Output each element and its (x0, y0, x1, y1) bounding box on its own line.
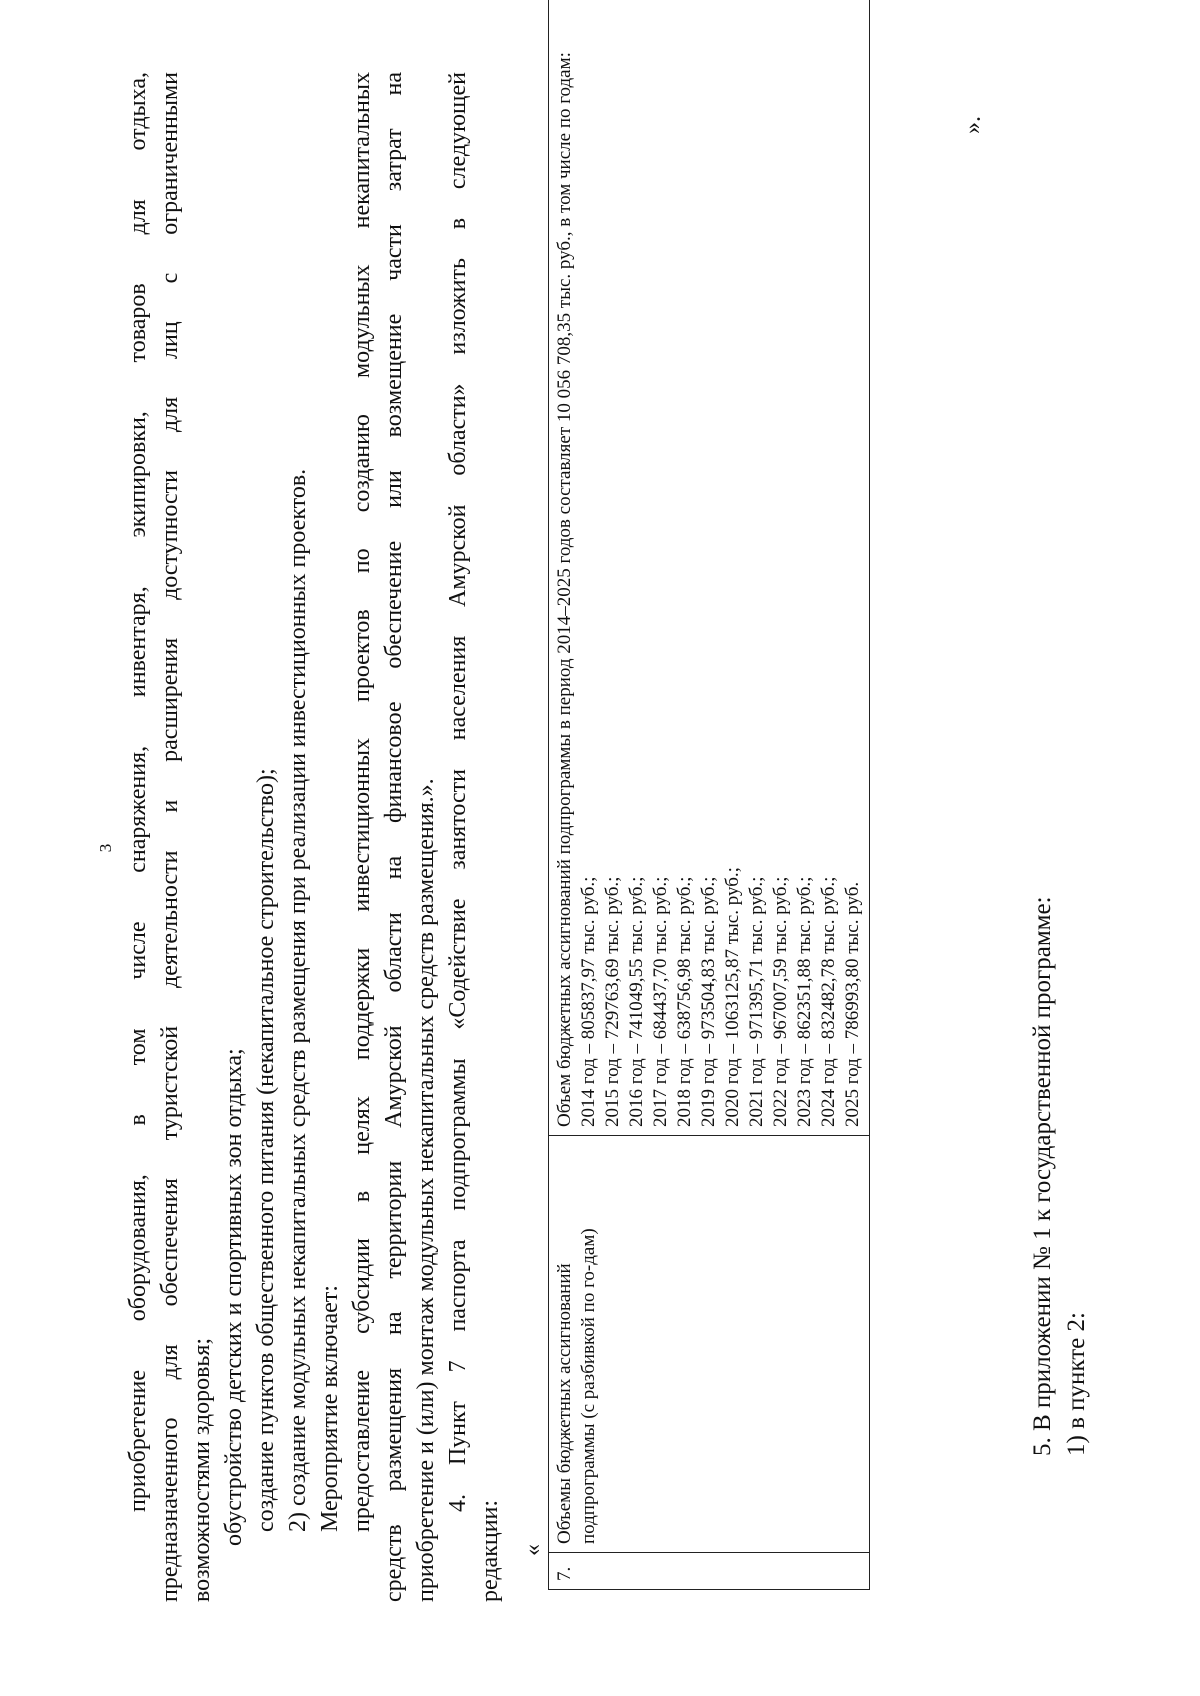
opening-quote: « (520, 1544, 546, 1556)
table-row (549, 0, 870, 1590)
list-item: 2024 год – 832482,78 тыс. руб.; (818, 876, 839, 1127)
paragraph-line: приобретение и (или) монтаж модульных некапитальных средств размещения.». (413, 778, 439, 1602)
paragraph-line: 2) создание модульных некапитальных средств размещения при реализации инвестиционных проектов. (285, 468, 311, 1532)
paragraph-line: предназначенного для обеспечения туристской деятельности и расширения доступности для лиц с ограниченными (157, 72, 183, 1602)
budget-total-text: Объем бюджетных ассигнований подпрограммы в период 2014–2025 годов составляет 10 056 708,35 тыс. руб., в том числе по годам: (554, 52, 575, 1127)
closing-quote: ». (960, 116, 986, 134)
body-text (122, 72, 506, 1602)
list-item: 2021 год – 971395,71 тыс. руб.; (746, 876, 767, 1127)
list-item: 2014 год – 805837,97 тыс. руб.; (578, 876, 599, 1127)
list-item: 2025 год – 786993,80 тыс. руб. (842, 881, 863, 1127)
yearly-budget-list (577, 7, 865, 1127)
page-number: 3 (96, 843, 115, 853)
list-item: 2018 год – 638756,98 тыс. руб.; (674, 876, 695, 1127)
list-item: 2017 год – 684437,70 тыс. руб.; (650, 876, 671, 1127)
row-number: 7. (549, 1553, 870, 1590)
section-item: 1) в пункте 2: (1063, 1312, 1090, 1456)
paragraph-line: редакции: (477, 1499, 503, 1602)
row-label: Объемы бюджетных ассигнований подпрограммы (с разбивкой по го-дам) (549, 1136, 870, 1553)
paragraph-line: обустройство детских и спортивных зон отдыха; (221, 1048, 247, 1546)
paragraph-line: Мероприятие включает: (317, 1285, 343, 1532)
subprogram-passport-table (548, 0, 870, 1590)
list-item: 2023 год – 862351,88 тыс. руб.; (794, 876, 815, 1127)
paragraph-line: возможностями здоровья; (189, 1337, 215, 1602)
list-item: 2022 год – 967007,59 тыс. руб.; (770, 876, 791, 1127)
paragraph-line: 4. Пункт 7 паспорта подпрограммы «Содействие занятости населения Амурской области» изложить в следующей (445, 72, 471, 1512)
list-item: 2020 год – 1063125,87 тыс. руб.; (722, 867, 743, 1127)
section-heading: 5. В приложении № 1 к государственной программе: (1029, 896, 1056, 1456)
row-value (549, 0, 870, 1136)
paragraph-line: предоставление субсидии в целях поддержки инвестиционных проектов по созданию модульных некапитальных (349, 72, 375, 1532)
paragraph-line: создание пунктов общественного питания (некапитальное строительство); (253, 768, 279, 1532)
list-item: 2016 год – 741049,55 тыс. руб.; (626, 876, 647, 1127)
list-item: 2015 год – 729763,69 тыс. руб.; (602, 876, 623, 1127)
paragraph-line: средств размещения на территории Амурской области на финансовое обеспечение или возмещение части затрат на (381, 72, 407, 1602)
paragraph-line: приобретение оборудования, в том числе снаряжения, инвентаря, экипировки, товаров для отдыха, (125, 72, 151, 1512)
section-5 (1026, 896, 1094, 1456)
list-item: 2019 год – 973504,83 тыс. руб.; (698, 876, 719, 1127)
